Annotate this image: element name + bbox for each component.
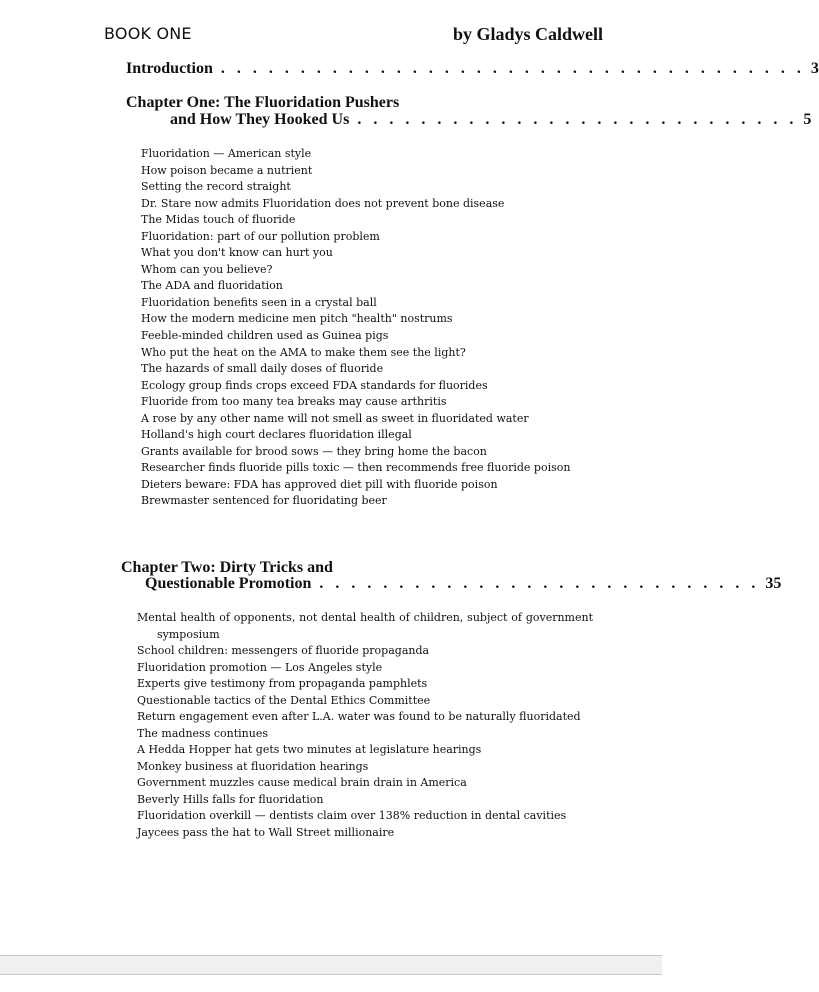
topic-item: Dr. Stare now admits Fluoridation does not prevent bone disease bbox=[141, 196, 505, 210]
topic-item: School children: messengers of fluoride propaganda bbox=[137, 644, 430, 657]
topic-item: Fluoridation promotion — Los Angeles style bbox=[137, 660, 383, 674]
topic-item: The Midas touch of fluoride bbox=[141, 213, 296, 227]
topic-item: Researcher finds fluoride pills toxic — then recommends free fluoride poison bbox=[141, 461, 571, 475]
topic-item: Ecology group finds crops exceed FDA standards for fluorides bbox=[141, 378, 488, 392]
toc-leader-dots: . . . . . . . . . . . . . . . . . . . . . . . . . . . . bbox=[357, 111, 798, 128]
topic-item: Setting the record straight bbox=[141, 180, 291, 194]
topic-item: How the modern medicine men pitch "health" nostrums bbox=[141, 312, 453, 326]
topic-item: The madness continues bbox=[137, 726, 268, 740]
book-label: BOOK ONE bbox=[104, 24, 192, 43]
topic-item: Mental health of opponents, not dental health of children, subject of government symposium bbox=[137, 611, 593, 641]
toc-leader-dots: . . . . . . . . . . . . . . . . . . . . . . . . . . . . bbox=[319, 575, 760, 592]
toc-leader-dots: . . . . . . . . . . . . . . . . . . . . . . . . . . . . . . . . . . . . . bbox=[220, 60, 805, 77]
topic-item: Whom can you believe? bbox=[141, 262, 273, 276]
topic-item: Grants available for brood sows — they bring home the bacon bbox=[141, 444, 487, 458]
topic-item: Questionable tactics of the Dental Ethics Committee bbox=[137, 693, 431, 707]
topic-item: A rose by any other name will not smell as sweet in fluoridated water bbox=[141, 411, 529, 425]
viewer-scrollbar[interactable] bbox=[0, 955, 662, 975]
toc-entry-title: Introduction bbox=[126, 60, 213, 77]
topic-item: Monkey business at fluoridation hearings bbox=[137, 759, 369, 773]
topic-item: The hazards of small daily doses of fluoride bbox=[141, 362, 384, 376]
chapter-one-title: Chapter One: The Fluoridation Pushers bbox=[126, 94, 400, 111]
topic-item: Who put the heat on the AMA to make them see the light? bbox=[141, 345, 466, 359]
topic-item: How poison became a nutrient bbox=[141, 163, 313, 177]
topic-item: Fluoridation benefits seen in a crystal ball bbox=[141, 295, 377, 309]
topic-item: Experts give testimony from propaganda pamphlets bbox=[137, 677, 428, 690]
topic-item: Holland's high court declares fluoridation illegal bbox=[141, 428, 412, 442]
topic-item: Dieters beware: FDA has approved diet pill with fluoride poison bbox=[141, 477, 498, 491]
toc-entry-chapter-one bbox=[170, 111, 812, 129]
topic-item: Return engagement even after L.A. water was found to be naturally fluoridated bbox=[137, 710, 581, 723]
toc-entry-chapter-two bbox=[145, 575, 782, 593]
toc-entry-title: and How They Hooked Us bbox=[170, 111, 350, 128]
topic-item: Fluoridation: part of our pollution problem bbox=[141, 229, 380, 243]
toc-page-number: 3 bbox=[810, 60, 819, 77]
topic-item: The ADA and fluoridation bbox=[141, 279, 283, 293]
topic-item: Jaycees pass the hat to Wall Street millionaire bbox=[137, 825, 395, 839]
topic-item: Fluoride from too many tea breaks may cause arthritis bbox=[141, 395, 447, 409]
author-name: by Gladys Caldwell bbox=[452, 24, 603, 44]
topic-item: Beverly Hills falls for fluoridation bbox=[137, 792, 324, 806]
topic-item: Fluoridation overkill — dentists claim over 138% reduction in dental cavities bbox=[137, 809, 567, 822]
topic-item: A Hedda Hopper hat gets two minutes at legislature hearings bbox=[137, 743, 482, 756]
chapter-one-topics bbox=[141, 146, 611, 510]
toc-entry-title: Questionable Promotion bbox=[145, 575, 312, 592]
topic-item: Government muzzles cause medical brain drain in America bbox=[137, 776, 467, 789]
topic-item: Brewmaster sentenced for fluoridating beer bbox=[141, 494, 387, 508]
topic-item: Fluoridation — American style bbox=[141, 147, 312, 160]
toc-page-number: 5 bbox=[803, 111, 812, 128]
topic-item: What you don't know can hurt you bbox=[141, 246, 333, 260]
toc-page-number: 35 bbox=[765, 575, 782, 592]
toc-entry-introduction bbox=[126, 60, 819, 78]
chapter-two-topics bbox=[137, 610, 593, 841]
chapter-two-title: Chapter Two: Dirty Tricks and bbox=[121, 559, 333, 576]
topic-item: Feeble-minded children used as Guinea pigs bbox=[141, 329, 389, 343]
